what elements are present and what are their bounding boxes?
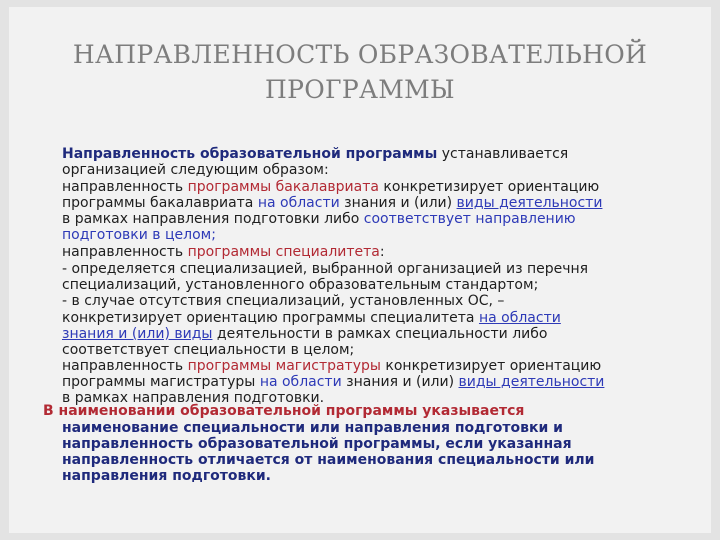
text-line (62, 162, 329, 178)
text-segment: на области (257, 195, 340, 211)
text-line (62, 277, 538, 293)
text-segment: направленность (62, 179, 188, 195)
text-segment: организацией следующим образом: (62, 162, 329, 178)
text-segment: программы специалитета (187, 244, 380, 260)
text-segment: конкретизирует ориентацию (380, 358, 602, 374)
text-segment: специализаций, установленного образовательным стандартом; (62, 277, 539, 293)
text-segment: направленность образовательной программы, если указанная (62, 436, 572, 452)
text-segment: программы бакалавриата (62, 195, 258, 211)
text-line (62, 326, 547, 342)
text-segment: на области (259, 374, 342, 390)
text-segment: - определяется специализацией, выбранной организацией из перечня (62, 261, 589, 277)
text-segment: Направленность образовательной программы (62, 146, 438, 162)
text-segment: виды деятельности (458, 374, 605, 390)
text-segment: подготовки в целом; (62, 227, 216, 243)
text-line (43, 403, 524, 419)
text-segment: направленность отличается от наименования специальности или (62, 452, 595, 468)
slide (9, 7, 711, 533)
text-line (62, 195, 602, 211)
text-segment: знания и (или) (341, 374, 459, 390)
text-segment: конкретизирует ориентацию (378, 179, 600, 195)
text-segment: устанавливается (437, 146, 569, 162)
text-segment: направленность (62, 358, 188, 374)
text-segment: на области (478, 310, 561, 326)
text-segment: конкретизирует ориентацию программы специалитета (62, 310, 479, 326)
text-line (62, 342, 354, 358)
text-line (62, 374, 604, 390)
text-line (62, 227, 216, 243)
text-segment: программы бакалавриата (187, 179, 379, 195)
text-line (62, 436, 572, 452)
text-line (62, 310, 561, 326)
text-segment: : (379, 244, 385, 260)
text-line (62, 293, 504, 309)
text-segment: направления подготовки. (62, 468, 271, 484)
text-line (62, 358, 601, 374)
text-line (62, 468, 271, 484)
text-segment: в рамках направления подготовки либо (62, 211, 364, 227)
text-segment: соответствует специальности в целом; (62, 342, 355, 358)
text-segment: виды деятельности (456, 195, 603, 211)
text-line (62, 261, 588, 277)
text-segment: соответствует направлению (363, 211, 576, 227)
slide-title (9, 37, 711, 107)
text-segment: - в случае отсутствия специализаций, установленных ОС, – (62, 293, 505, 309)
text-segment: программы магистратуры (187, 358, 381, 374)
text-line (62, 146, 568, 162)
text-segment: наименование специальности или направления подготовки и (62, 420, 563, 436)
text-segment: направленность (62, 244, 188, 260)
text-line (62, 244, 385, 260)
text-line (62, 452, 595, 468)
text-line (62, 420, 563, 436)
text-line (62, 211, 576, 227)
text-segment: В наименовании образовательной программы указывается (43, 403, 525, 419)
text-segment: в рамках направления подготовки. (62, 390, 325, 406)
text-segment: знания и (или) (339, 195, 457, 211)
title-line-1: НАПРАВЛЕННОСТЬ ОБРАЗОВАТЕЛЬНОЙ (72, 40, 648, 69)
text-segment: знания и (или) виды (62, 326, 213, 342)
text-line (62, 179, 599, 195)
text-segment: программы магистратуры (62, 374, 260, 390)
title-line-2: ПРОГРАММЫ (265, 75, 455, 104)
text-segment: деятельности в рамках специальности либо (212, 326, 548, 342)
